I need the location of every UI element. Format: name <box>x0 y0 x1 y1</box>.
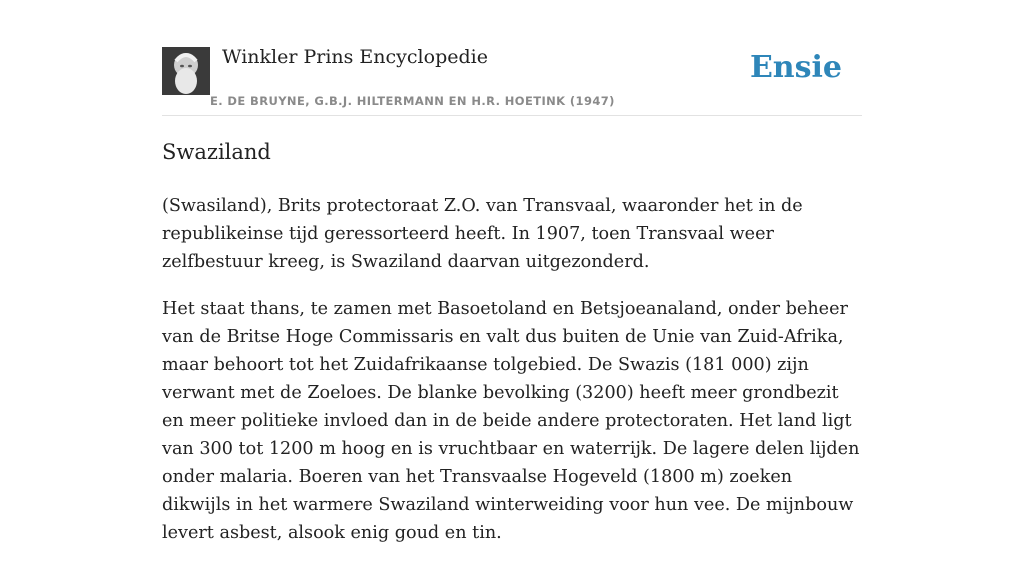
author-portrait-graphic <box>162 47 210 95</box>
author-portrait-icon <box>162 47 210 95</box>
source-title-link[interactable]: Winkler Prins Encyclopedie <box>222 46 488 68</box>
ensie-logo-link[interactable]: Ensie <box>749 50 842 85</box>
source-authors: E. DE BRUYNE, G.B.J. HILTERMANN EN H.R. HOETINK (1947) <box>210 94 615 108</box>
article-body <box>162 192 862 566</box>
source-header <box>162 40 862 116</box>
article-title: Swaziland <box>162 140 271 164</box>
article-paragraph: (Swasiland), Brits protectoraat Z.O. van Transvaal, waaronder het in de republikeinse tijd geressorteerd heeft. In 1907, toen Transvaal weer zelfbestuur kreeg, is Swaziland daarvan uitgezonderd. <box>162 196 803 272</box>
article-paragraph: Het staat thans, te zamen met Basoetoland en Betsjoeanaland, onder beheer van de Britse Hoge Commissaris en valt dus buiten de Unie van Zuid-Afrika, maar behoort tot het Zuidafrikaanse tolgebied. De Swazis (181 000) zijn verwant met de Zoeloes. De blanke bevolking (3200) heeft meer grondbezit en meer politieke invloed dan in de beide andere protectoraten. Het land ligt van 300 tot 1200 m hoog en is vruchtbaar en waterrijk. De lagere delen lijden onder malaria. Boeren van het Transvaalse Hogeveld (1800 m) zoeken dikwijls in het warmere Swaziland winterweiding voor hun vee. De mijnbouw levert asbest, alsook enig goud en tin. <box>162 299 860 543</box>
